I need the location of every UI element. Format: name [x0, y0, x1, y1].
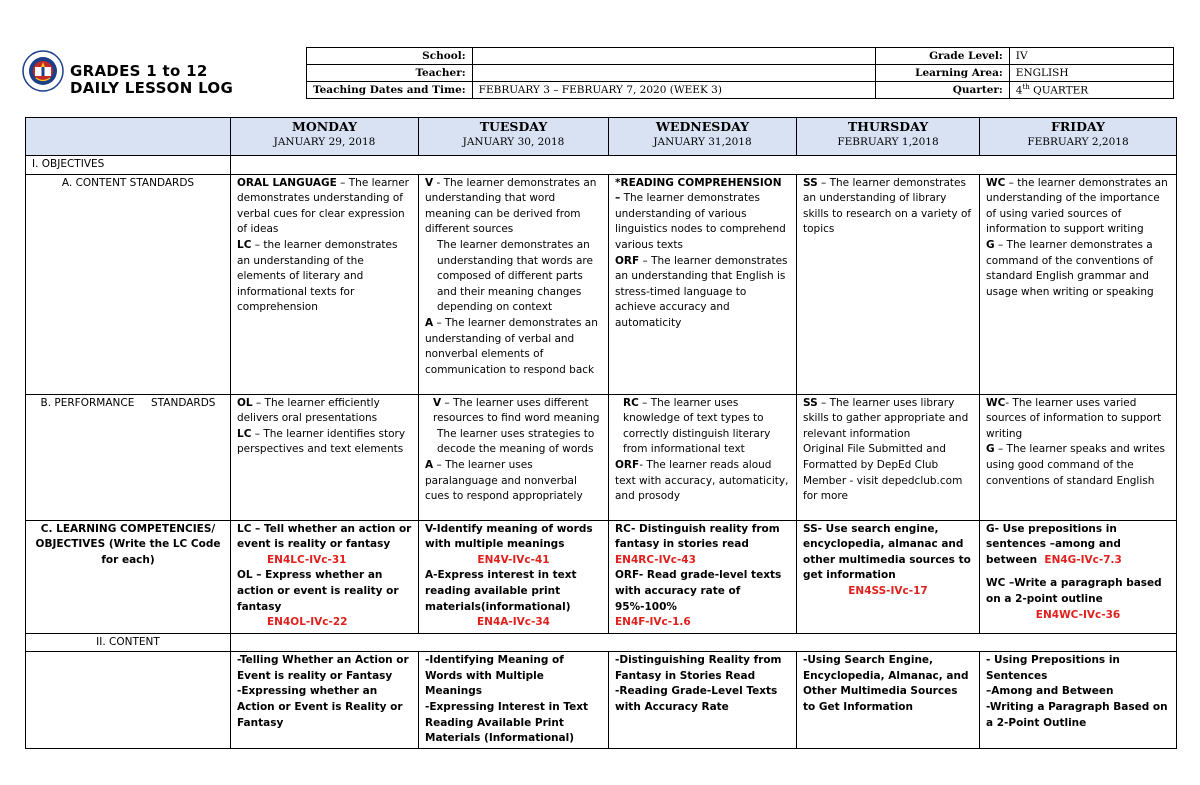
competencies-tuesday [419, 520, 609, 633]
learning-area-label: Learning Area: [876, 65, 1010, 82]
day-name: WEDNESDAY [655, 119, 750, 134]
source-note: Original File Submitted and Formatted by DepEd Club Member - visit depedclub.com for more [803, 443, 963, 503]
competency-text: SS- Use search engine, encyclopedia, almanac and other multimedia sources to get information [803, 522, 971, 582]
standard-text: – The learner demonstrates an understanding that English is stress-timed language to achieve accuracy and automaticity [615, 254, 788, 329]
standard-text: – The learner demonstrates an understanding of verbal and nonverbal elements of communication to respond back [425, 316, 598, 376]
day-header-monday [231, 118, 419, 156]
code-orf: ORF [615, 254, 640, 267]
competency-text: A-Express interest in text reading available print materials(informational) [425, 569, 577, 613]
code-rc: RC [623, 396, 639, 409]
content-item: -Reading Grade-Level Texts with Accuracy Rate [615, 685, 778, 713]
content-monday [231, 652, 419, 749]
code-g: G [986, 238, 995, 251]
day-date: FEBRUARY 2,2018 [1027, 136, 1129, 148]
title-line-2: DAILY LESSON LOG [70, 79, 234, 97]
standard-text: – The learner demonstrates a command of the conventions of standard English grammar and usage when writing or speaking [986, 238, 1154, 298]
title-line-1: GRADES 1 to 12 [70, 62, 208, 80]
content-item: -Expressing Interest in Text Reading Available Print Materials (Informational) [425, 700, 589, 745]
performance-standards-row [26, 394, 1177, 520]
lc-code: EN4OL-IVc-22 [267, 616, 348, 629]
standard-text: – The learner demonstrates an understanding of library skills to research on a variety of topics [803, 176, 972, 236]
grade-level-label: Grade Level: [876, 48, 1010, 65]
standard-text: – The learner uses different resources to find word meaning [433, 396, 600, 425]
standard-text: The learner demonstrates understanding of various linguistics nodes to comprehend various texts [615, 192, 786, 251]
code-ol: OL [237, 396, 253, 409]
standard-text: – The learner efficiently delivers oral presentations [237, 396, 380, 425]
header-info-table [306, 47, 1174, 99]
learning-area-field[interactable]: ENGLISH [1009, 65, 1173, 82]
content-blank-cell [26, 652, 231, 749]
standard-text: – the learner demonstrates an understanding of the elements of literary and informational texts for comprehension [237, 238, 398, 314]
objectives-row [26, 156, 1177, 175]
teacher-label: Teacher: [307, 65, 473, 82]
competency-text: WC –Write a paragraph based on a 2-point outline [986, 577, 1162, 605]
standard-text: – The learner identifies story perspectives and text elements [237, 427, 406, 456]
code-rc: *READING COMPREHENSION – [615, 176, 782, 205]
content-item: -Identifying Meaning of Words with Multiple Meanings [425, 654, 564, 698]
day-name: TUESDAY [479, 119, 548, 134]
performance-standards-friday [980, 394, 1177, 520]
code-ol: ORAL LANGUAGE [237, 176, 337, 189]
standard-text: - The learner uses varied sources of information to support writing [986, 396, 1162, 440]
competencies-row [26, 520, 1177, 633]
lesson-log-table [25, 117, 1177, 749]
deped-seal-logo [22, 50, 64, 92]
code-ss: SS [803, 396, 818, 409]
performance-standards-monday [231, 394, 419, 520]
standard-text: The learner uses strategies to decode the meaning of words [437, 427, 595, 456]
day-name: MONDAY [292, 119, 357, 134]
code-v: V [425, 176, 434, 189]
content-standards-row [26, 174, 1177, 394]
competencies-friday [980, 520, 1177, 633]
competencies-thursday [797, 520, 980, 633]
content-standards-monday [231, 174, 419, 394]
code-v: V [433, 396, 442, 409]
day-header-tuesday [419, 118, 609, 156]
performance-standards-label: B. PERFORMANCE STANDARDS [26, 394, 231, 520]
objectives-label: I. OBJECTIVES [26, 156, 231, 175]
standard-text: – The learner demonstrates understanding of verbal cues for clear expression of ideas [237, 176, 409, 236]
teaching-dates-field[interactable]: FEBRUARY 3 – FEBRUARY 7, 2020 (WEEK 3) [472, 82, 875, 99]
standard-text: – The learner uses paralanguage and nonverbal cues to respond appropriately [425, 458, 583, 503]
content-standards-wednesday [609, 174, 797, 394]
document-title [70, 63, 233, 97]
performance-standards-wednesday [609, 394, 797, 520]
performance-standards-tuesday [419, 394, 609, 520]
content-standards-friday [980, 174, 1177, 394]
school-field[interactable] [472, 48, 875, 65]
day-header-wednesday [609, 118, 797, 156]
standard-text: – The learner uses library skills to gather appropriate and relevant information [803, 396, 969, 440]
competency-text: RC- Distinguish reality from fantasy in stories read [615, 522, 780, 551]
content-friday [980, 652, 1177, 749]
lc-code: EN4SS-IVc-17 [848, 584, 928, 597]
standard-text: – The learner uses knowledge of text types to correctly distinguish literary from informational text [623, 396, 771, 456]
standard-text: - The learner reads aloud text with accuracy, automaticity, and prosody [615, 458, 789, 503]
content-item: -Telling Whether an Action or Event is reality or Fantasy [237, 654, 409, 682]
content-tuesday [419, 652, 609, 749]
code-lc: LC [237, 238, 252, 251]
quarter-field[interactable] [1009, 82, 1173, 99]
teacher-field[interactable] [472, 65, 875, 82]
lc-code: EN4WC-IVc-36 [1035, 608, 1121, 621]
standard-text: - The learner demonstrates an understanding that word meaning can be derived from different sources [425, 176, 597, 236]
lc-code: EN4RC-IVc-43 [615, 553, 696, 566]
code-lc: LC [237, 522, 252, 535]
code-a: A [425, 458, 434, 471]
grade-level-field[interactable]: IV [1009, 48, 1173, 65]
code-wc: WC [986, 176, 1006, 189]
code-ol: OL [237, 569, 253, 582]
content-item: -Expressing whether an Action or Event is Reality or Fantasy [237, 685, 403, 729]
lc-code: EN4F-IVc-1.6 [615, 616, 691, 629]
content-standards-tuesday [419, 174, 609, 394]
code-g: G [986, 443, 995, 456]
code-a: A [425, 316, 434, 329]
day-date: JANUARY 29, 2018 [273, 136, 376, 148]
code-orf: ORF [615, 458, 640, 471]
content-item: -Distinguishing Reality from Fantasy in Stories Read [615, 654, 782, 682]
performance-standards-thursday [797, 394, 980, 520]
day-name: FRIDAY [1051, 119, 1105, 134]
quarter-suffix: th [1022, 83, 1030, 92]
day-header-row [26, 118, 1177, 156]
quarter-number: 4 [1015, 84, 1023, 97]
content-item: –Among and Between [986, 685, 1114, 698]
code-ss: SS [803, 176, 818, 189]
standard-text: – the learner demonstrates an understanding of the importance of using varied sources of information to support writing [986, 176, 1168, 236]
day-header-friday [980, 118, 1177, 156]
code-lc: LC [237, 427, 252, 440]
content-label: II. CONTENT [26, 633, 231, 652]
blank-header-cell [26, 118, 231, 156]
day-date: FEBRUARY 1,2018 [837, 136, 939, 148]
competency-text: – Express whether an action or event is reality or fantasy [237, 569, 399, 613]
content-wednesday [609, 652, 797, 749]
lc-code: EN4A-IVc-34 [477, 616, 550, 629]
content-item: -Writing a Paragraph Based on a 2-Point Outline [986, 700, 1168, 729]
day-date: JANUARY 31,2018 [653, 136, 752, 148]
content-label-row [26, 633, 1177, 652]
competency-text: – Tell whether an action or event is reality or fantasy [237, 522, 412, 551]
teaching-dates-label: Teaching Dates and Time: [307, 82, 473, 99]
content-standards-thursday [797, 174, 980, 394]
lc-code: EN4G-IVc-7.3 [1044, 553, 1122, 566]
day-header-thursday [797, 118, 980, 156]
lc-code: EN4V-IVc-41 [477, 553, 550, 566]
content-item: -Using Search Engine, Encyclopedia, Almanac, and Other Multimedia Sources to Get Information [803, 654, 969, 713]
day-name: THURSDAY [847, 119, 929, 134]
competencies-label: C. LEARNING COMPETENCIES/ OBJECTIVES (Write the LC Code for each) [26, 520, 231, 633]
objectives-blank [231, 156, 1177, 175]
competencies-monday [231, 520, 419, 633]
quarter-label: Quarter: [876, 82, 1010, 99]
competency-text: V-Identify meaning of words with multiple meanings [425, 522, 593, 551]
lc-code: EN4LC-IVc-31 [267, 553, 347, 566]
code-wc: WC [986, 396, 1006, 409]
quarter-text: QUARTER [1029, 84, 1089, 97]
school-label: School: [307, 48, 473, 65]
content-thursday [797, 652, 980, 749]
content-item: - Using Prepositions in Sentences [986, 654, 1120, 682]
competency-text: ORF- Read grade-level texts with accuracy rate of 95%-100% [615, 569, 782, 613]
standard-text: The learner demonstrates an understanding that words are composed of different parts and their meaning changes depending on context [437, 238, 593, 314]
competencies-wednesday [609, 520, 797, 633]
standard-text: – The learner speaks and writes using good command of the conventions of standard English [986, 443, 1166, 487]
day-date: JANUARY 30, 2018 [462, 136, 565, 148]
content-row [26, 652, 1177, 749]
content-label-blank [231, 633, 1177, 652]
content-standards-label: A. CONTENT STANDARDS [26, 174, 231, 394]
competency-text: G- Use prepositions in sentences –among and between [986, 522, 1121, 566]
